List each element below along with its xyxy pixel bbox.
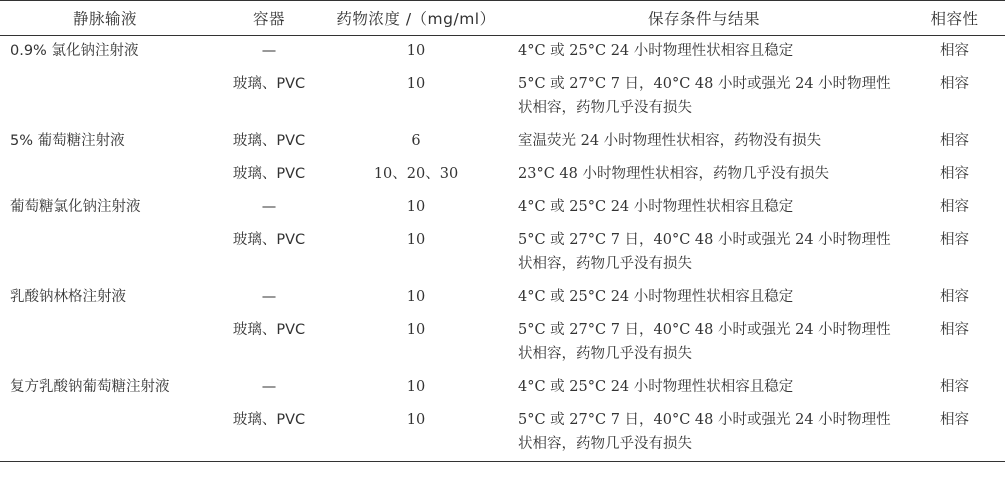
cell-concentration: 10 xyxy=(406,379,426,395)
cell-conditions: 5°C 或 27°C 7 日，40°C 48 小时或强光 24 小时物理性状相容，药物几乎没有损失 xyxy=(518,322,891,362)
header-concentration: 药物浓度 /（mg/ml） xyxy=(328,1,504,36)
table-row xyxy=(0,315,1005,372)
cell-solution xyxy=(0,405,210,462)
header-row xyxy=(0,1,1005,36)
cell-concentration: 10 xyxy=(406,232,426,248)
cell-conditions: 4°C 或 25°C 24 小时物理性状相容且稳定 xyxy=(518,199,794,215)
cell-conditions: 23°C 48 小时物理性状相容，药物几乎没有损失 xyxy=(518,166,829,182)
table-row xyxy=(0,282,1005,315)
table-row xyxy=(0,69,1005,126)
cell-container: — xyxy=(261,289,277,305)
table-row xyxy=(0,36,1005,70)
table-header xyxy=(0,1,1005,36)
table-row xyxy=(0,405,1005,462)
cell-solution xyxy=(0,69,210,126)
cell-concentration: 10 xyxy=(328,405,504,462)
cell-solution xyxy=(0,225,210,282)
cell-compatibility: 相容 xyxy=(940,322,969,338)
cell-compatibility: 相容 xyxy=(940,232,969,248)
cell-compatibility: 相容 xyxy=(940,76,969,92)
cell-solution: 乳酸钠林格注射液 xyxy=(10,289,126,305)
table-body xyxy=(0,36,1005,462)
cell-container: 玻璃、PVC xyxy=(210,405,328,462)
cell-conditions: 4°C 或 25°C 24 小时物理性状相容且稳定 xyxy=(518,289,794,305)
cell-compatibility: 相容 xyxy=(940,379,969,395)
cell-solution xyxy=(0,315,210,372)
cell-solution: 葡萄糖氯化钠注射液 xyxy=(10,199,141,215)
cell-compatibility: 相容 xyxy=(904,405,1005,462)
cell-concentration: 6 xyxy=(411,133,421,149)
cell-container: 玻璃、PVC xyxy=(232,322,306,338)
cell-compatibility: 相容 xyxy=(940,166,969,182)
cell-compatibility: 相容 xyxy=(940,289,969,305)
cell-concentration: 10 xyxy=(406,43,426,59)
cell-solution: 复方乳酸钠葡萄糖注射液 xyxy=(10,379,170,395)
cell-solution xyxy=(0,159,210,192)
cell-compatibility: 相容 xyxy=(940,199,969,215)
cell-conditions: 5°C 或 27°C 7 日，40°C 48 小时或强光 24 小时物理性状相容，药物几乎没有损失 xyxy=(518,76,891,116)
cell-container: 玻璃、PVC xyxy=(232,232,306,248)
cell-container: — xyxy=(261,379,277,395)
table-row xyxy=(0,372,1005,405)
cell-conditions: 4°C 或 25°C 24 小时物理性状相容且稳定 xyxy=(518,379,794,395)
header-conditions: 保存条件与结果 xyxy=(504,1,904,36)
cell-solution: 5% 葡萄糖注射液 xyxy=(10,133,125,149)
cell-concentration: 10 xyxy=(406,76,426,92)
cell-container: — xyxy=(261,43,277,59)
cell-conditions: 4°C 或 25°C 24 小时物理性状相容且稳定 xyxy=(518,43,794,59)
cell-concentration: 10、20、30 xyxy=(373,166,459,182)
table-row xyxy=(0,126,1005,159)
cell-container: — xyxy=(261,199,277,215)
cell-solution: 0.9% 氯化钠注射液 xyxy=(10,43,139,59)
header-solution: 静脉输液 xyxy=(0,1,210,36)
cell-container: 玻璃、PVC xyxy=(232,133,306,149)
cell-container: 玻璃、PVC xyxy=(232,166,306,182)
cell-compatibility: 相容 xyxy=(940,43,969,59)
cell-conditions: 5°C 或 27°C 7 日，40°C 48 小时或强光 24 小时物理性状相容，药物几乎没有损失 xyxy=(504,405,904,462)
cell-conditions: 5°C 或 27°C 7 日，40°C 48 小时或强光 24 小时物理性状相容，药物几乎没有损失 xyxy=(518,232,891,272)
header-compatibility: 相容性 xyxy=(904,1,1005,36)
cell-concentration: 10 xyxy=(406,199,426,215)
header-container: 容器 xyxy=(210,1,328,36)
cell-compatibility: 相容 xyxy=(940,133,969,149)
table-row xyxy=(0,192,1005,225)
table-row xyxy=(0,159,1005,192)
cell-concentration: 10 xyxy=(406,289,426,305)
cell-conditions: 室温荧光 24 小时物理性状相容，药物没有损失 xyxy=(518,133,822,149)
cell-container: 玻璃、PVC xyxy=(232,76,306,92)
table-row xyxy=(0,225,1005,282)
cell-concentration: 10 xyxy=(406,322,426,338)
